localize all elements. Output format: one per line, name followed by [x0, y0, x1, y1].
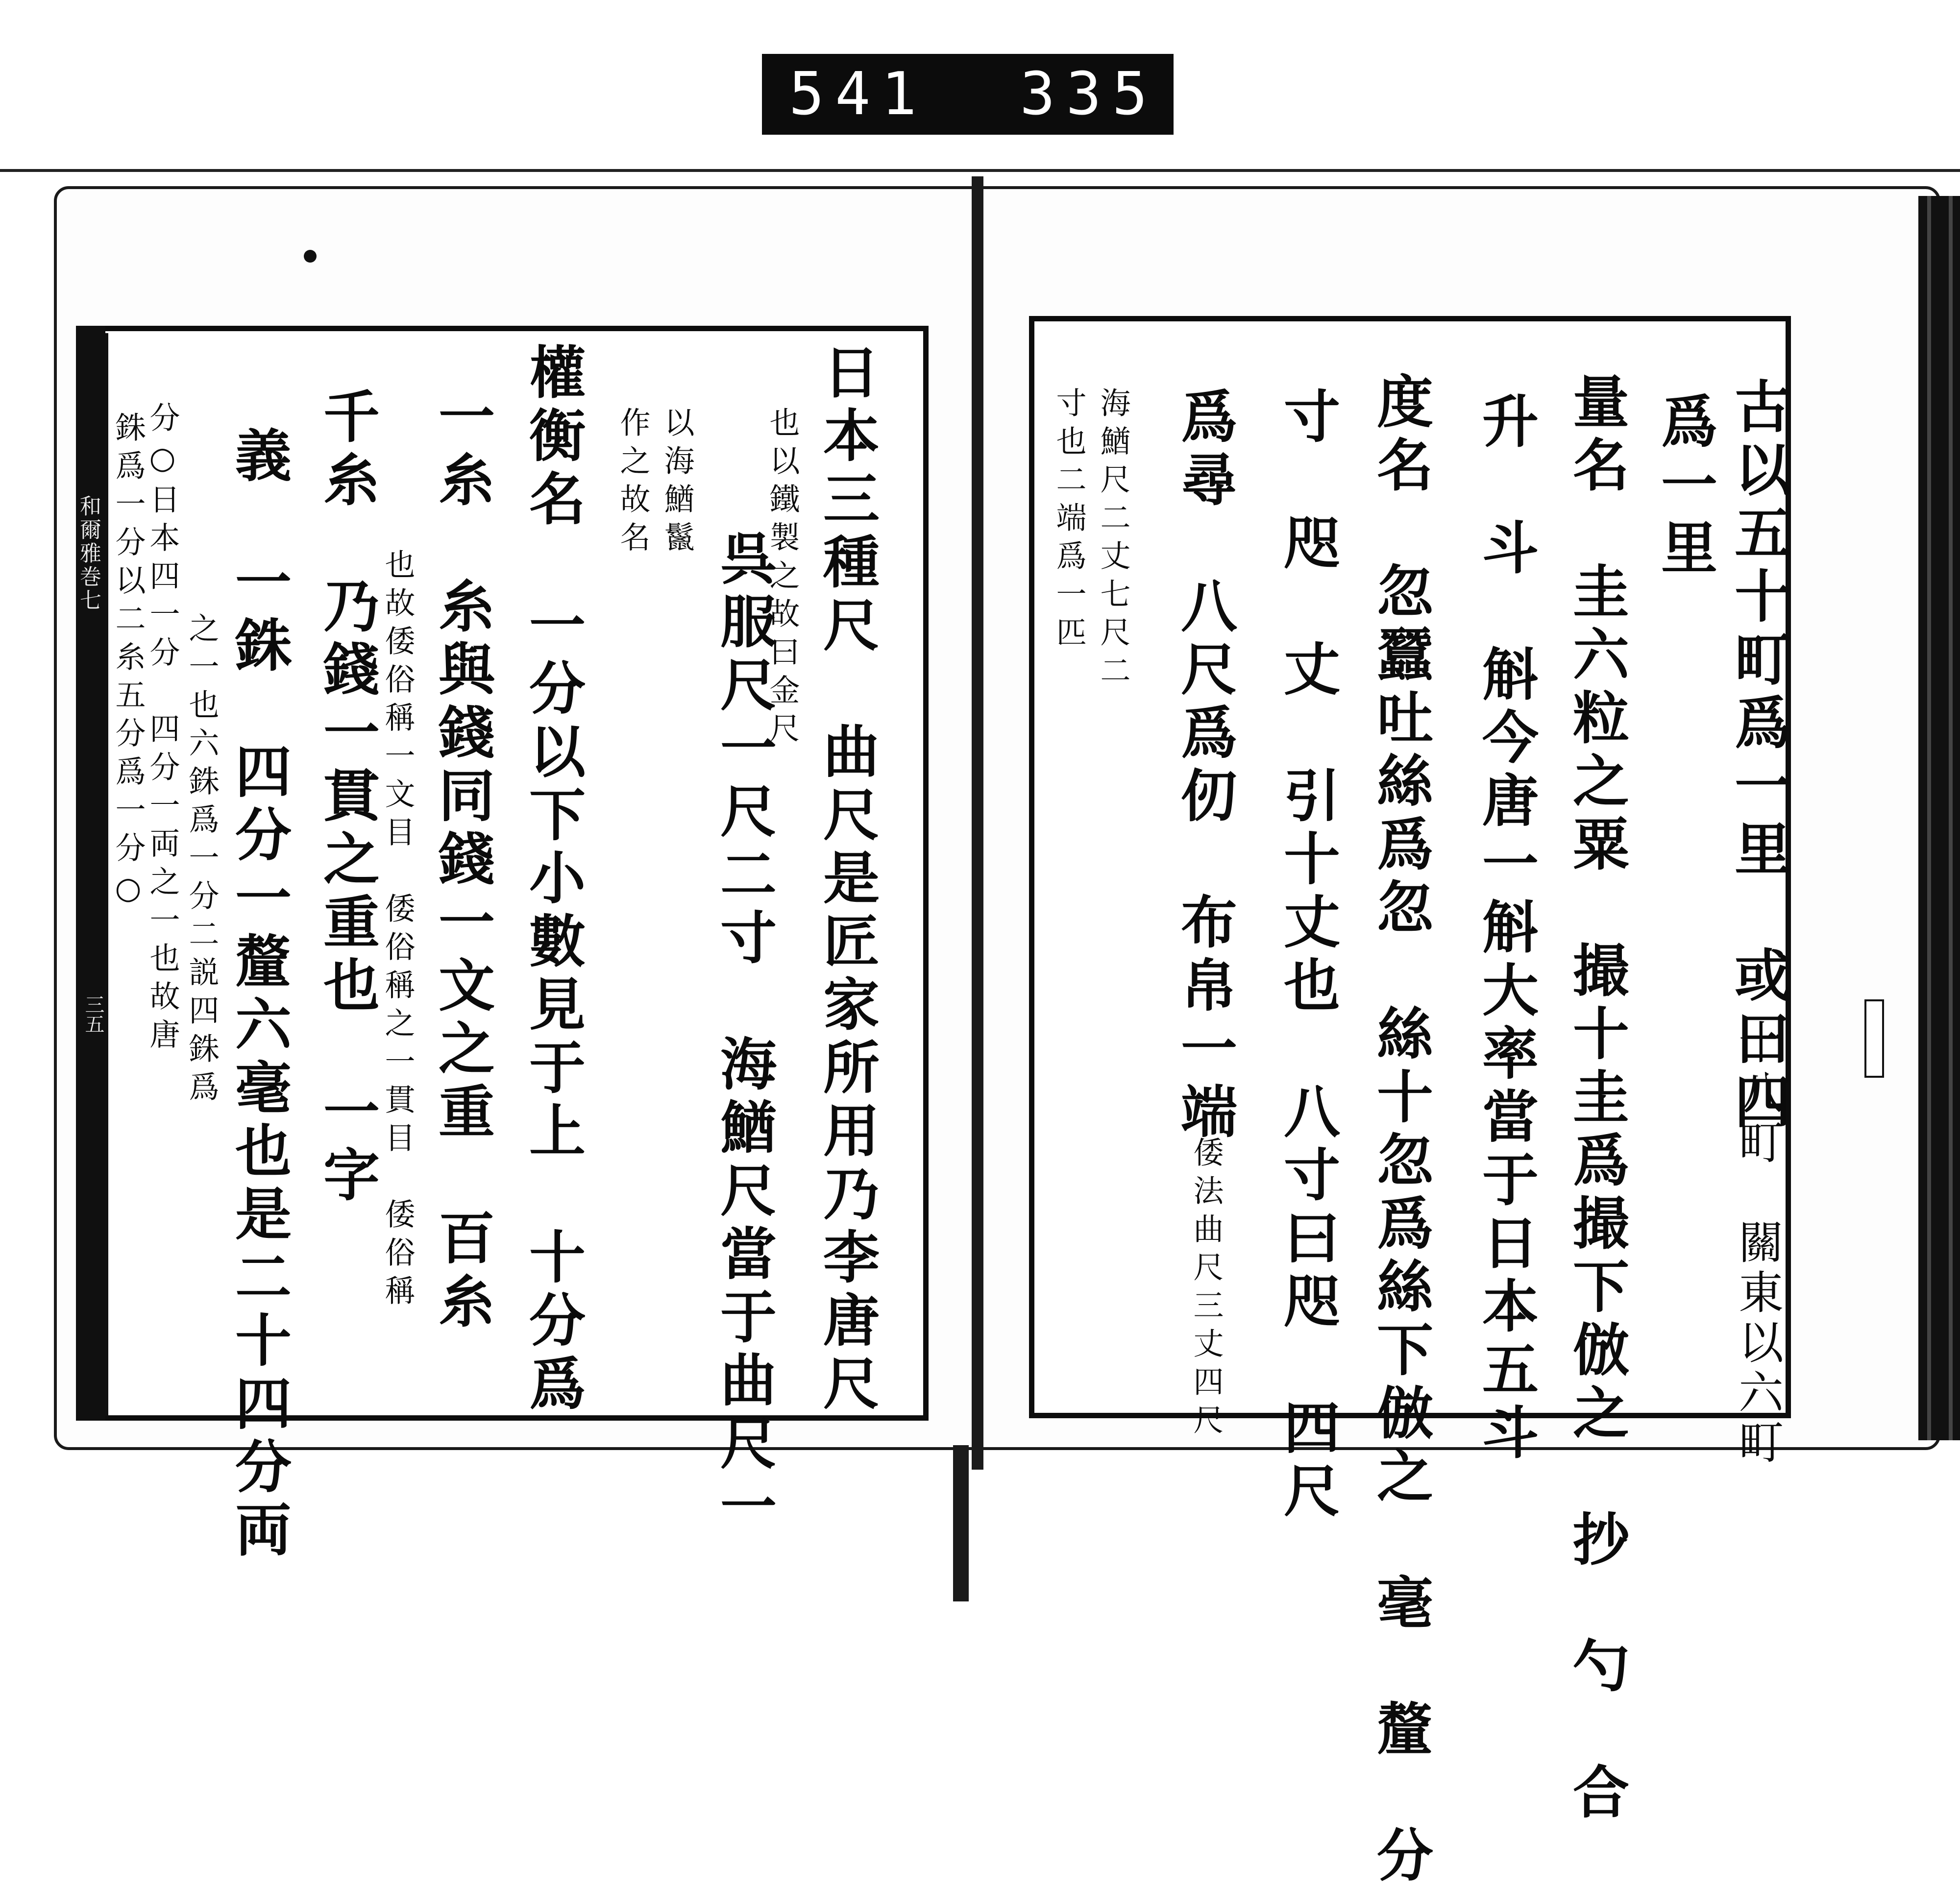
text-column: 古以五十町爲一里 或曰四: [1725, 377, 1791, 1136]
inner-rule: [105, 333, 108, 1416]
text-column: 分○日本四一分 四分一両之一也故唐: [145, 402, 180, 1057]
text-column: 日本三種尺 曲尺是匠家所用乃李唐尺: [813, 343, 880, 1417]
text-column: 也以鐵製之故曰金尺: [764, 407, 800, 751]
page-top-rule: [0, 169, 1960, 172]
text-column: 十八町 關東以六町: [1731, 1019, 1784, 1469]
catalog-label: 541 335: [762, 54, 1174, 135]
text-column: 千糸 乃錢一貫之重也 一字: [314, 387, 380, 1209]
text-column: 寸也二端爲一匹: [1051, 387, 1087, 654]
text-column: 之一也六銖爲一分二説四銖爲: [184, 612, 220, 1109]
text-column: 爲尋 八尺爲仞 布帛一端: [1171, 387, 1237, 1145]
text-column: 度名 忽蠶吐絲爲忽 絲十忽爲絲下倣之 毫 釐 分: [1367, 372, 1433, 1889]
text-column: 銖爲一分以二糸五分爲一分○: [110, 412, 146, 914]
text-column: 作之故名: [615, 407, 651, 559]
book-spine: [972, 176, 983, 1470]
margin-title: 和爾雅巻七: [77, 495, 104, 612]
spine-shadow: [953, 1445, 969, 1601]
text-column: 倭法曲尺三丈四尺: [1188, 1137, 1224, 1442]
text-column: 權衡名 一分以下小數見于上 十分爲: [519, 343, 586, 1417]
text-column: 義 一銖 四分一釐六毫也是二十四分両: [225, 426, 292, 1564]
page-edges: [1918, 196, 1960, 1440]
margin-strip: [76, 326, 105, 1421]
folio-number: 三五: [82, 994, 104, 1034]
text-column: 升 斗 斛今唐一斛大率當于日本五斗: [1472, 392, 1539, 1466]
text-column: 爲一里: [1651, 392, 1717, 581]
edge-tab: [1864, 999, 1884, 1078]
text-column: 以海鰌鬣: [659, 407, 695, 559]
text-column: 呉服尺一尺二寸 海鰌尺當于曲尺一: [710, 529, 777, 1540]
text-column: 也故倭俗稱一文目 倭俗稱之一貫目 倭俗稱: [380, 549, 416, 1313]
text-column: 海鰌尺二丈七尺二: [1095, 387, 1131, 693]
ink-speck: [304, 250, 317, 263]
text-column: 寸 咫 丈 引十丈也 八寸曰咫 四尺: [1274, 387, 1340, 1525]
text-column: 一糸 糸與錢同錢一文之重 百糸: [429, 387, 495, 1335]
text-column: 量名 圭六粒之粟 撮十圭爲撮下倣之 抄 勺 合: [1563, 372, 1629, 1826]
